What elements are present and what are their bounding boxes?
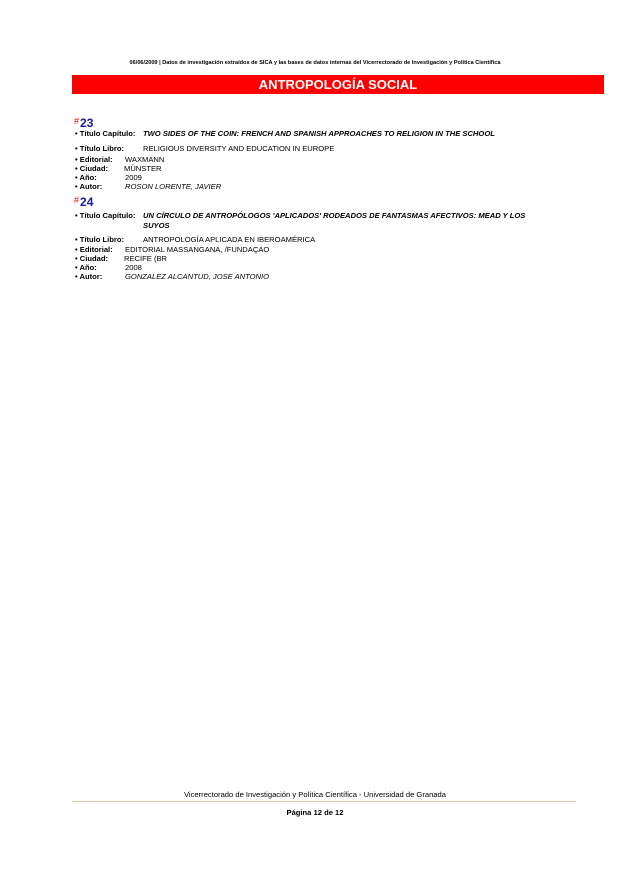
- field-anio: [75, 263, 142, 272]
- field-value-line2: SUYOS: [143, 221, 170, 230]
- field-value: WAXMANN: [125, 155, 165, 164]
- field-label: • Editorial:: [75, 245, 113, 254]
- field-value: ANTROPOLOGÍA APLICADA EN IBEROAMÉRICA: [143, 235, 316, 244]
- field-label: • Ciudad:: [75, 164, 109, 173]
- field-value: EDITORIAL MASSANGANA, /FUNDAÇAO: [125, 245, 270, 254]
- record-number-value: 24: [80, 195, 94, 209]
- field-label: • Título Libro:: [75, 235, 125, 244]
- record-number: [74, 116, 93, 130]
- section-title: ANTROPOLOGÍA SOCIAL: [72, 75, 604, 94]
- field-label: • Ciudad:: [75, 254, 109, 263]
- field-titulo-capitulo: [75, 211, 526, 220]
- page-header: 06/06/2009 | Datos de investigación extraídos de SICA y las bases de datos internas del Vicerrectorado de Investigación y Política Científica: [129, 60, 501, 66]
- field-label: • Autor:: [75, 272, 103, 281]
- field-value: 2009: [125, 173, 142, 182]
- hash-mark: #: [74, 195, 80, 205]
- field-label: • Autor:: [75, 182, 103, 191]
- field-label: • Título Capítulo:: [75, 129, 136, 138]
- field-titulo-libro: [75, 144, 335, 153]
- field-value: RECIFE (BR: [124, 254, 168, 263]
- record-number-value: 23: [80, 116, 94, 130]
- field-label: • Año:: [75, 263, 97, 272]
- field-value: 2008: [125, 263, 142, 272]
- field-titulo-capitulo: [75, 129, 495, 138]
- field-value-line1: UN CÍRCULO DE ANTROPÓLOGOS 'APLICADOS' RODEADOS DE FANTASMAS AFECTIVOS: MEAD Y LOS: [143, 211, 526, 220]
- field-titulo-libro: [75, 235, 316, 244]
- field-autor: [75, 272, 270, 281]
- field-value: ROSON LORENTE, JAVIER: [125, 182, 222, 191]
- field-label: • Título Capítulo:: [75, 211, 136, 220]
- record-number: [74, 195, 93, 209]
- footer-divider: [72, 801, 576, 802]
- page-number: Página 12 de 12: [286, 808, 344, 817]
- field-value: MÜNSTER: [124, 164, 162, 173]
- field-ciudad: [75, 254, 168, 263]
- field-anio: [75, 173, 142, 182]
- field-value: GONZALEZ ALCANTUD, JOSE ANTONIO: [125, 272, 270, 281]
- field-label: • Editorial:: [75, 155, 113, 164]
- field-autor: [75, 182, 222, 191]
- footer-text: Vicerrectorado de Investigación y Política Científica - Universidad de Granada: [184, 790, 446, 799]
- field-editorial: [75, 245, 270, 254]
- field-label: • Título Libro:: [75, 144, 125, 153]
- field-value: TWO SIDES OF THE COIN: FRENCH AND SPANISH APPROACHES TO RELIGION IN THE SCHOOL: [143, 129, 495, 138]
- hash-mark: #: [74, 116, 80, 126]
- field-editorial: [75, 155, 165, 164]
- field-value: RELIGIOUS DIVERSITY AND EDUCATION IN EUROPE: [143, 144, 335, 153]
- field-label: • Año:: [75, 173, 97, 182]
- field-ciudad: [75, 164, 162, 173]
